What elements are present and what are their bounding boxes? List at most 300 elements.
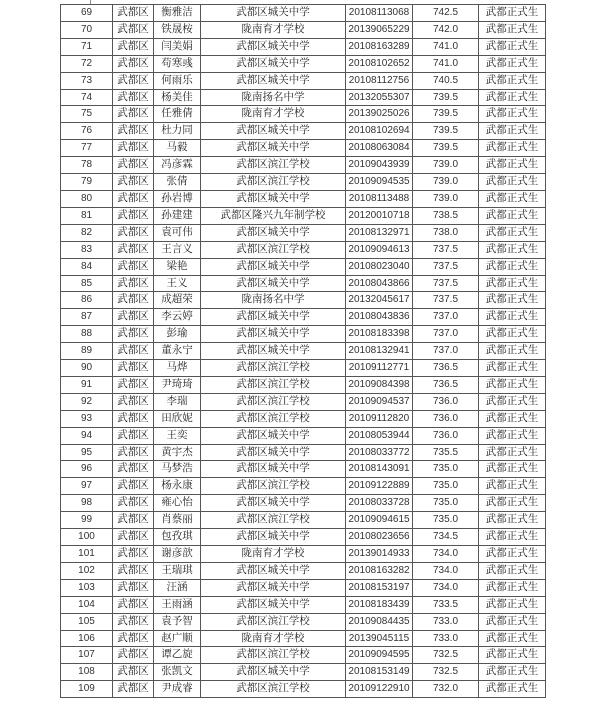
row-number: 91: [61, 376, 113, 393]
table-row: [61, 123, 546, 140]
score-cell: 732.0: [413, 681, 479, 698]
student-type-cell: 武都正式生: [479, 461, 546, 478]
exam-id-cell: 20132045617: [346, 292, 413, 309]
score-cell: 733.0: [413, 613, 479, 630]
row-number: 69: [61, 5, 113, 22]
exam-id-cell: 20108033772: [346, 444, 413, 461]
student-name-cell: 张倩: [154, 174, 201, 191]
school-cell: 武都区城关中学: [201, 529, 346, 546]
school-cell: 武都区滨江学校: [201, 410, 346, 427]
district-cell: 武都区: [113, 55, 154, 72]
student-type-cell: 武都正式生: [479, 579, 546, 596]
student-type-cell: 武都正式生: [479, 512, 546, 529]
student-name-cell: 铁晟桉: [154, 21, 201, 38]
row-number: 77: [61, 140, 113, 157]
school-cell: 武都区滨江学校: [201, 157, 346, 174]
table-row: [61, 495, 546, 512]
table-row: [61, 630, 546, 647]
score-cell: 735.0: [413, 461, 479, 478]
score-cell: 737.5: [413, 292, 479, 309]
student-name-cell: 梁艳: [154, 258, 201, 275]
exam-id-cell: 20109122910: [346, 681, 413, 698]
school-cell: 武都区滨江学校: [201, 174, 346, 191]
row-number: 99: [61, 512, 113, 529]
student-name-cell: 马烨: [154, 360, 201, 377]
student-name-cell: 孙建建: [154, 207, 201, 224]
student-name-cell: 包孜琪: [154, 529, 201, 546]
student-type-cell: 武都正式生: [479, 393, 546, 410]
district-cell: 武都区: [113, 630, 154, 647]
exam-id-cell: 20139045115: [346, 630, 413, 647]
district-cell: 武都区: [113, 123, 154, 140]
table-row: [61, 376, 546, 393]
student-name-cell: 尹琦琦: [154, 376, 201, 393]
row-number: 92: [61, 393, 113, 410]
student-name-cell: 尹成睿: [154, 681, 201, 698]
score-cell: 738.0: [413, 224, 479, 241]
table-row: [61, 647, 546, 664]
table-row: [61, 224, 546, 241]
row-number: 98: [61, 495, 113, 512]
student-name-cell: 赵广顺: [154, 630, 201, 647]
exam-id-cell: 20108043866: [346, 275, 413, 292]
score-cell: 736.5: [413, 360, 479, 377]
score-cell: 736.5: [413, 376, 479, 393]
district-cell: 武都区: [113, 495, 154, 512]
table-row: [61, 174, 546, 191]
row-number: 106: [61, 630, 113, 647]
score-cell: 735.0: [413, 478, 479, 495]
student-type-cell: 武都正式生: [479, 292, 546, 309]
exam-id-cell: 20108153197: [346, 579, 413, 596]
student-name-cell: 董永宁: [154, 343, 201, 360]
score-cell: 737.5: [413, 258, 479, 275]
district-cell: 武都区: [113, 140, 154, 157]
row-number: 71: [61, 38, 113, 55]
table-row: [61, 241, 546, 258]
district-cell: 武都区: [113, 681, 154, 698]
school-cell: 武都区城关中学: [201, 326, 346, 343]
exam-id-cell: 20139025026: [346, 106, 413, 123]
district-cell: 武都区: [113, 241, 154, 258]
student-type-cell: 武都正式生: [479, 410, 546, 427]
student-type-cell: 武都正式生: [479, 681, 546, 698]
table-row: [61, 326, 546, 343]
score-cell: 737.0: [413, 326, 479, 343]
student-type-cell: 武都正式生: [479, 89, 546, 106]
row-number: 95: [61, 444, 113, 461]
student-name-cell: 杨永康: [154, 478, 201, 495]
district-cell: 武都区: [113, 275, 154, 292]
school-cell: 武都区城关中学: [201, 55, 346, 72]
score-cell: 739.0: [413, 157, 479, 174]
exam-id-cell: 20108183439: [346, 596, 413, 613]
score-cell: 738.5: [413, 207, 479, 224]
district-cell: 武都区: [113, 38, 154, 55]
exam-id-cell: 20139065229: [346, 21, 413, 38]
row-number: 93: [61, 410, 113, 427]
score-cell: 737.0: [413, 343, 479, 360]
exam-id-cell: 20132055307: [346, 89, 413, 106]
row-number: 89: [61, 343, 113, 360]
student-name-cell: 成超荣: [154, 292, 201, 309]
school-cell: 武都区城关中学: [201, 224, 346, 241]
student-type-cell: 武都正式生: [479, 309, 546, 326]
row-number: 73: [61, 72, 113, 89]
exam-id-cell: 20108102652: [346, 55, 413, 72]
school-cell: 武都区城关中学: [201, 596, 346, 613]
exam-id-cell: 20108132941: [346, 343, 413, 360]
table-row: [61, 275, 546, 292]
exam-id-cell: 20109094595: [346, 647, 413, 664]
student-type-cell: 武都正式生: [479, 174, 546, 191]
student-name-cell: 彭瑜: [154, 326, 201, 343]
student-name-cell: 黄宇杰: [154, 444, 201, 461]
district-cell: 武都区: [113, 21, 154, 38]
school-cell: 武都区滨江学校: [201, 613, 346, 630]
exam-id-cell: 20108023040: [346, 258, 413, 275]
student-type-cell: 武都正式生: [479, 546, 546, 563]
student-name-cell: 冯彦霖: [154, 157, 201, 174]
row-number: 88: [61, 326, 113, 343]
student-type-cell: 武都正式生: [479, 224, 546, 241]
school-cell: 武都区城关中学: [201, 38, 346, 55]
row-number: 100: [61, 529, 113, 546]
table-row: [61, 512, 546, 529]
student-type-cell: 武都正式生: [479, 21, 546, 38]
student-type-cell: 武都正式生: [479, 596, 546, 613]
school-cell: 陇南育才学校: [201, 21, 346, 38]
score-cell: 739.0: [413, 174, 479, 191]
table-row: [61, 343, 546, 360]
row-number: 76: [61, 123, 113, 140]
exam-id-cell: 20108112756: [346, 72, 413, 89]
exam-id-cell: 20109043939: [346, 157, 413, 174]
school-cell: 武都区隆兴九年制学校: [201, 207, 346, 224]
row-number: 104: [61, 596, 113, 613]
score-cell: 737.5: [413, 275, 479, 292]
district-cell: 武都区: [113, 309, 154, 326]
exam-id-cell: 20108113488: [346, 190, 413, 207]
exam-id-cell: 20120010718: [346, 207, 413, 224]
school-cell: 武都区滨江学校: [201, 393, 346, 410]
score-cell: 742.0: [413, 21, 479, 38]
student-type-cell: 武都正式生: [479, 478, 546, 495]
exam-id-cell: 20108163289: [346, 38, 413, 55]
score-cell: 736.0: [413, 393, 479, 410]
score-cell: 735.5: [413, 444, 479, 461]
row-number: 83: [61, 241, 113, 258]
school-cell: 武都区城关中学: [201, 495, 346, 512]
district-cell: 武都区: [113, 157, 154, 174]
student-type-cell: 武都正式生: [479, 444, 546, 461]
student-name-cell: 孙岩博: [154, 190, 201, 207]
table-row: [61, 106, 546, 123]
student-name-cell: 张凯文: [154, 664, 201, 681]
district-cell: 武都区: [113, 647, 154, 664]
table-row: [61, 72, 546, 89]
table-row: [61, 292, 546, 309]
score-cell: 736.0: [413, 427, 479, 444]
student-name-cell: 袁予智: [154, 613, 201, 630]
district-cell: 武都区: [113, 512, 154, 529]
district-cell: 武都区: [113, 461, 154, 478]
table-row: [61, 38, 546, 55]
student-type-cell: 武都正式生: [479, 427, 546, 444]
table-row: [61, 529, 546, 546]
score-cell: 735.0: [413, 495, 479, 512]
student-name-cell: 李云婷: [154, 309, 201, 326]
student-type-cell: 武都正式生: [479, 241, 546, 258]
district-cell: 武都区: [113, 562, 154, 579]
district-cell: 武都区: [113, 343, 154, 360]
school-cell: 武都区城关中学: [201, 72, 346, 89]
school-cell: 武都区城关中学: [201, 190, 346, 207]
student-type-cell: 武都正式生: [479, 495, 546, 512]
score-cell: 739.5: [413, 140, 479, 157]
district-cell: 武都区: [113, 174, 154, 191]
row-number: 78: [61, 157, 113, 174]
district-cell: 武都区: [113, 546, 154, 563]
district-cell: 武都区: [113, 106, 154, 123]
district-cell: 武都区: [113, 444, 154, 461]
student-name-cell: 杜力同: [154, 123, 201, 140]
exam-id-cell: 20109094535: [346, 174, 413, 191]
score-cell: 736.0: [413, 410, 479, 427]
school-cell: 陇南育才学校: [201, 546, 346, 563]
student-type-cell: 武都正式生: [479, 360, 546, 377]
school-cell: 陇南扬名中学: [201, 292, 346, 309]
district-cell: 武都区: [113, 5, 154, 22]
district-cell: 武都区: [113, 326, 154, 343]
row-number: 82: [61, 224, 113, 241]
student-type-cell: 武都正式生: [479, 613, 546, 630]
row-number: 86: [61, 292, 113, 309]
score-cell: 734.5: [413, 529, 479, 546]
table-row: [61, 157, 546, 174]
score-cell: 741.0: [413, 55, 479, 72]
row-number: 103: [61, 579, 113, 596]
district-cell: 武都区: [113, 207, 154, 224]
student-name-cell: 何雨乐: [154, 72, 201, 89]
student-type-cell: 武都正式生: [479, 647, 546, 664]
district-cell: 武都区: [113, 360, 154, 377]
table-row: [61, 258, 546, 275]
student-type-cell: 武都正式生: [479, 157, 546, 174]
school-cell: 陇南扬名中学: [201, 89, 346, 106]
row-number: 72: [61, 55, 113, 72]
table-row: [61, 562, 546, 579]
exam-id-cell: 20108043836: [346, 309, 413, 326]
district-cell: 武都区: [113, 529, 154, 546]
exam-id-cell: 20109094613: [346, 241, 413, 258]
student-name-cell: 马梦浩: [154, 461, 201, 478]
row-number: 81: [61, 207, 113, 224]
student-name-cell: 李瑞: [154, 393, 201, 410]
exam-id-cell: 20108063084: [346, 140, 413, 157]
student-name-cell: 马毅: [154, 140, 201, 157]
district-cell: 武都区: [113, 427, 154, 444]
row-number: 87: [61, 309, 113, 326]
row-number: 90: [61, 360, 113, 377]
student-name-cell: 王雨涵: [154, 596, 201, 613]
student-type-cell: 武都正式生: [479, 106, 546, 123]
student-name-cell: 袁可伟: [154, 224, 201, 241]
row-number: 97: [61, 478, 113, 495]
school-cell: 武都区城关中学: [201, 123, 346, 140]
district-cell: 武都区: [113, 258, 154, 275]
school-cell: 武都区城关中学: [201, 444, 346, 461]
student-type-cell: 武都正式生: [479, 207, 546, 224]
exam-id-cell: 20108163282: [346, 562, 413, 579]
school-cell: 武都区城关中学: [201, 258, 346, 275]
row-number: 105: [61, 613, 113, 630]
student-name-cell: 苟寒彧: [154, 55, 201, 72]
table-row: [61, 681, 546, 698]
row-number: 96: [61, 461, 113, 478]
score-cell: 734.0: [413, 562, 479, 579]
row-number: 101: [61, 546, 113, 563]
score-table: [60, 4, 546, 698]
student-name-cell: 王奕: [154, 427, 201, 444]
exam-id-cell: 20109094537: [346, 393, 413, 410]
student-type-cell: 武都正式生: [479, 343, 546, 360]
school-cell: 武都区城关中学: [201, 5, 346, 22]
student-name-cell: 闫美娟: [154, 38, 201, 55]
table-row: [61, 410, 546, 427]
student-type-cell: 武都正式生: [479, 275, 546, 292]
table-row: [61, 427, 546, 444]
score-cell: 732.5: [413, 664, 479, 681]
district-cell: 武都区: [113, 72, 154, 89]
table-row: [61, 55, 546, 72]
district-cell: 武都区: [113, 292, 154, 309]
table-row: [61, 89, 546, 106]
student-name-cell: 汪涵: [154, 579, 201, 596]
school-cell: 武都区滨江学校: [201, 681, 346, 698]
row-number: 94: [61, 427, 113, 444]
school-cell: 武都区城关中学: [201, 664, 346, 681]
score-cell: 734.0: [413, 579, 479, 596]
exam-id-cell: 20109112771: [346, 360, 413, 377]
student-name-cell: 谭乙旋: [154, 647, 201, 664]
score-cell: 739.5: [413, 123, 479, 140]
exam-id-cell: 20108023656: [346, 529, 413, 546]
score-cell: 739.0: [413, 190, 479, 207]
exam-id-cell: 20109112820: [346, 410, 413, 427]
table-row: [61, 461, 546, 478]
student-type-cell: 武都正式生: [479, 72, 546, 89]
table-body: [61, 5, 546, 698]
student-name-cell: 杨美佳: [154, 89, 201, 106]
school-cell: 武都区城关中学: [201, 461, 346, 478]
school-cell: 武都区城关中学: [201, 275, 346, 292]
table-row: [61, 664, 546, 681]
school-cell: 陇南育才学校: [201, 106, 346, 123]
exam-id-cell: 20139014933: [346, 546, 413, 563]
table-row: [61, 478, 546, 495]
table-row: [61, 207, 546, 224]
student-name-cell: 任雅倩: [154, 106, 201, 123]
district-cell: 武都区: [113, 596, 154, 613]
school-cell: 武都区滨江学校: [201, 376, 346, 393]
school-cell: 武都区滨江学校: [201, 360, 346, 377]
school-cell: 武都区城关中学: [201, 343, 346, 360]
exam-id-cell: 20108143091: [346, 461, 413, 478]
district-cell: 武都区: [113, 664, 154, 681]
row-number: 84: [61, 258, 113, 275]
table-row: [61, 546, 546, 563]
exam-id-cell: 20108033728: [346, 495, 413, 512]
school-cell: 武都区滨江学校: [201, 241, 346, 258]
student-name-cell: 肖蔡丽: [154, 512, 201, 529]
exam-id-cell: 20108113068: [346, 5, 413, 22]
exam-id-cell: 20109084398: [346, 376, 413, 393]
school-cell: 武都区城关中学: [201, 140, 346, 157]
district-cell: 武都区: [113, 89, 154, 106]
score-cell: 741.0: [413, 38, 479, 55]
score-cell: 739.5: [413, 106, 479, 123]
score-cell: 737.5: [413, 241, 479, 258]
student-type-cell: 武都正式生: [479, 5, 546, 22]
student-type-cell: 武都正式生: [479, 190, 546, 207]
exam-id-cell: 20108102694: [346, 123, 413, 140]
row-number: 107: [61, 647, 113, 664]
district-cell: 武都区: [113, 376, 154, 393]
student-name-cell: 衡雅洁: [154, 5, 201, 22]
school-cell: 陇南育才学校: [201, 630, 346, 647]
exam-id-cell: 20109084435: [346, 613, 413, 630]
exam-id-cell: 20108153149: [346, 664, 413, 681]
table-row: [61, 21, 546, 38]
table-row: [61, 140, 546, 157]
student-name-cell: 王瑞琪: [154, 562, 201, 579]
district-cell: 武都区: [113, 393, 154, 410]
score-cell: 735.0: [413, 512, 479, 529]
district-cell: 武都区: [113, 410, 154, 427]
table-row: [61, 579, 546, 596]
student-type-cell: 武都正式生: [479, 258, 546, 275]
student-type-cell: 武都正式生: [479, 326, 546, 343]
row-number: 70: [61, 21, 113, 38]
row-number: 74: [61, 89, 113, 106]
school-cell: 武都区城关中学: [201, 427, 346, 444]
score-cell: 737.0: [413, 309, 479, 326]
school-cell: 武都区滨江学校: [201, 647, 346, 664]
student-name-cell: 谢彦歆: [154, 546, 201, 563]
student-type-cell: 武都正式生: [479, 55, 546, 72]
exam-id-cell: 20109094615: [346, 512, 413, 529]
student-type-cell: 武都正式生: [479, 38, 546, 55]
school-cell: 武都区城关中学: [201, 309, 346, 326]
score-cell: 733.5: [413, 596, 479, 613]
student-type-cell: 武都正式生: [479, 630, 546, 647]
row-number: 75: [61, 106, 113, 123]
score-cell: 734.0: [413, 546, 479, 563]
student-name-cell: 王义: [154, 275, 201, 292]
row-number: 79: [61, 174, 113, 191]
district-cell: 武都区: [113, 613, 154, 630]
district-cell: 武都区: [113, 579, 154, 596]
student-name-cell: 雍心怡: [154, 495, 201, 512]
row-number: 109: [61, 681, 113, 698]
student-type-cell: 武都正式生: [479, 140, 546, 157]
score-cell: 740.5: [413, 72, 479, 89]
student-type-cell: 武都正式生: [479, 562, 546, 579]
table-row: [61, 190, 546, 207]
table-row: [61, 444, 546, 461]
student-name-cell: 王言义: [154, 241, 201, 258]
